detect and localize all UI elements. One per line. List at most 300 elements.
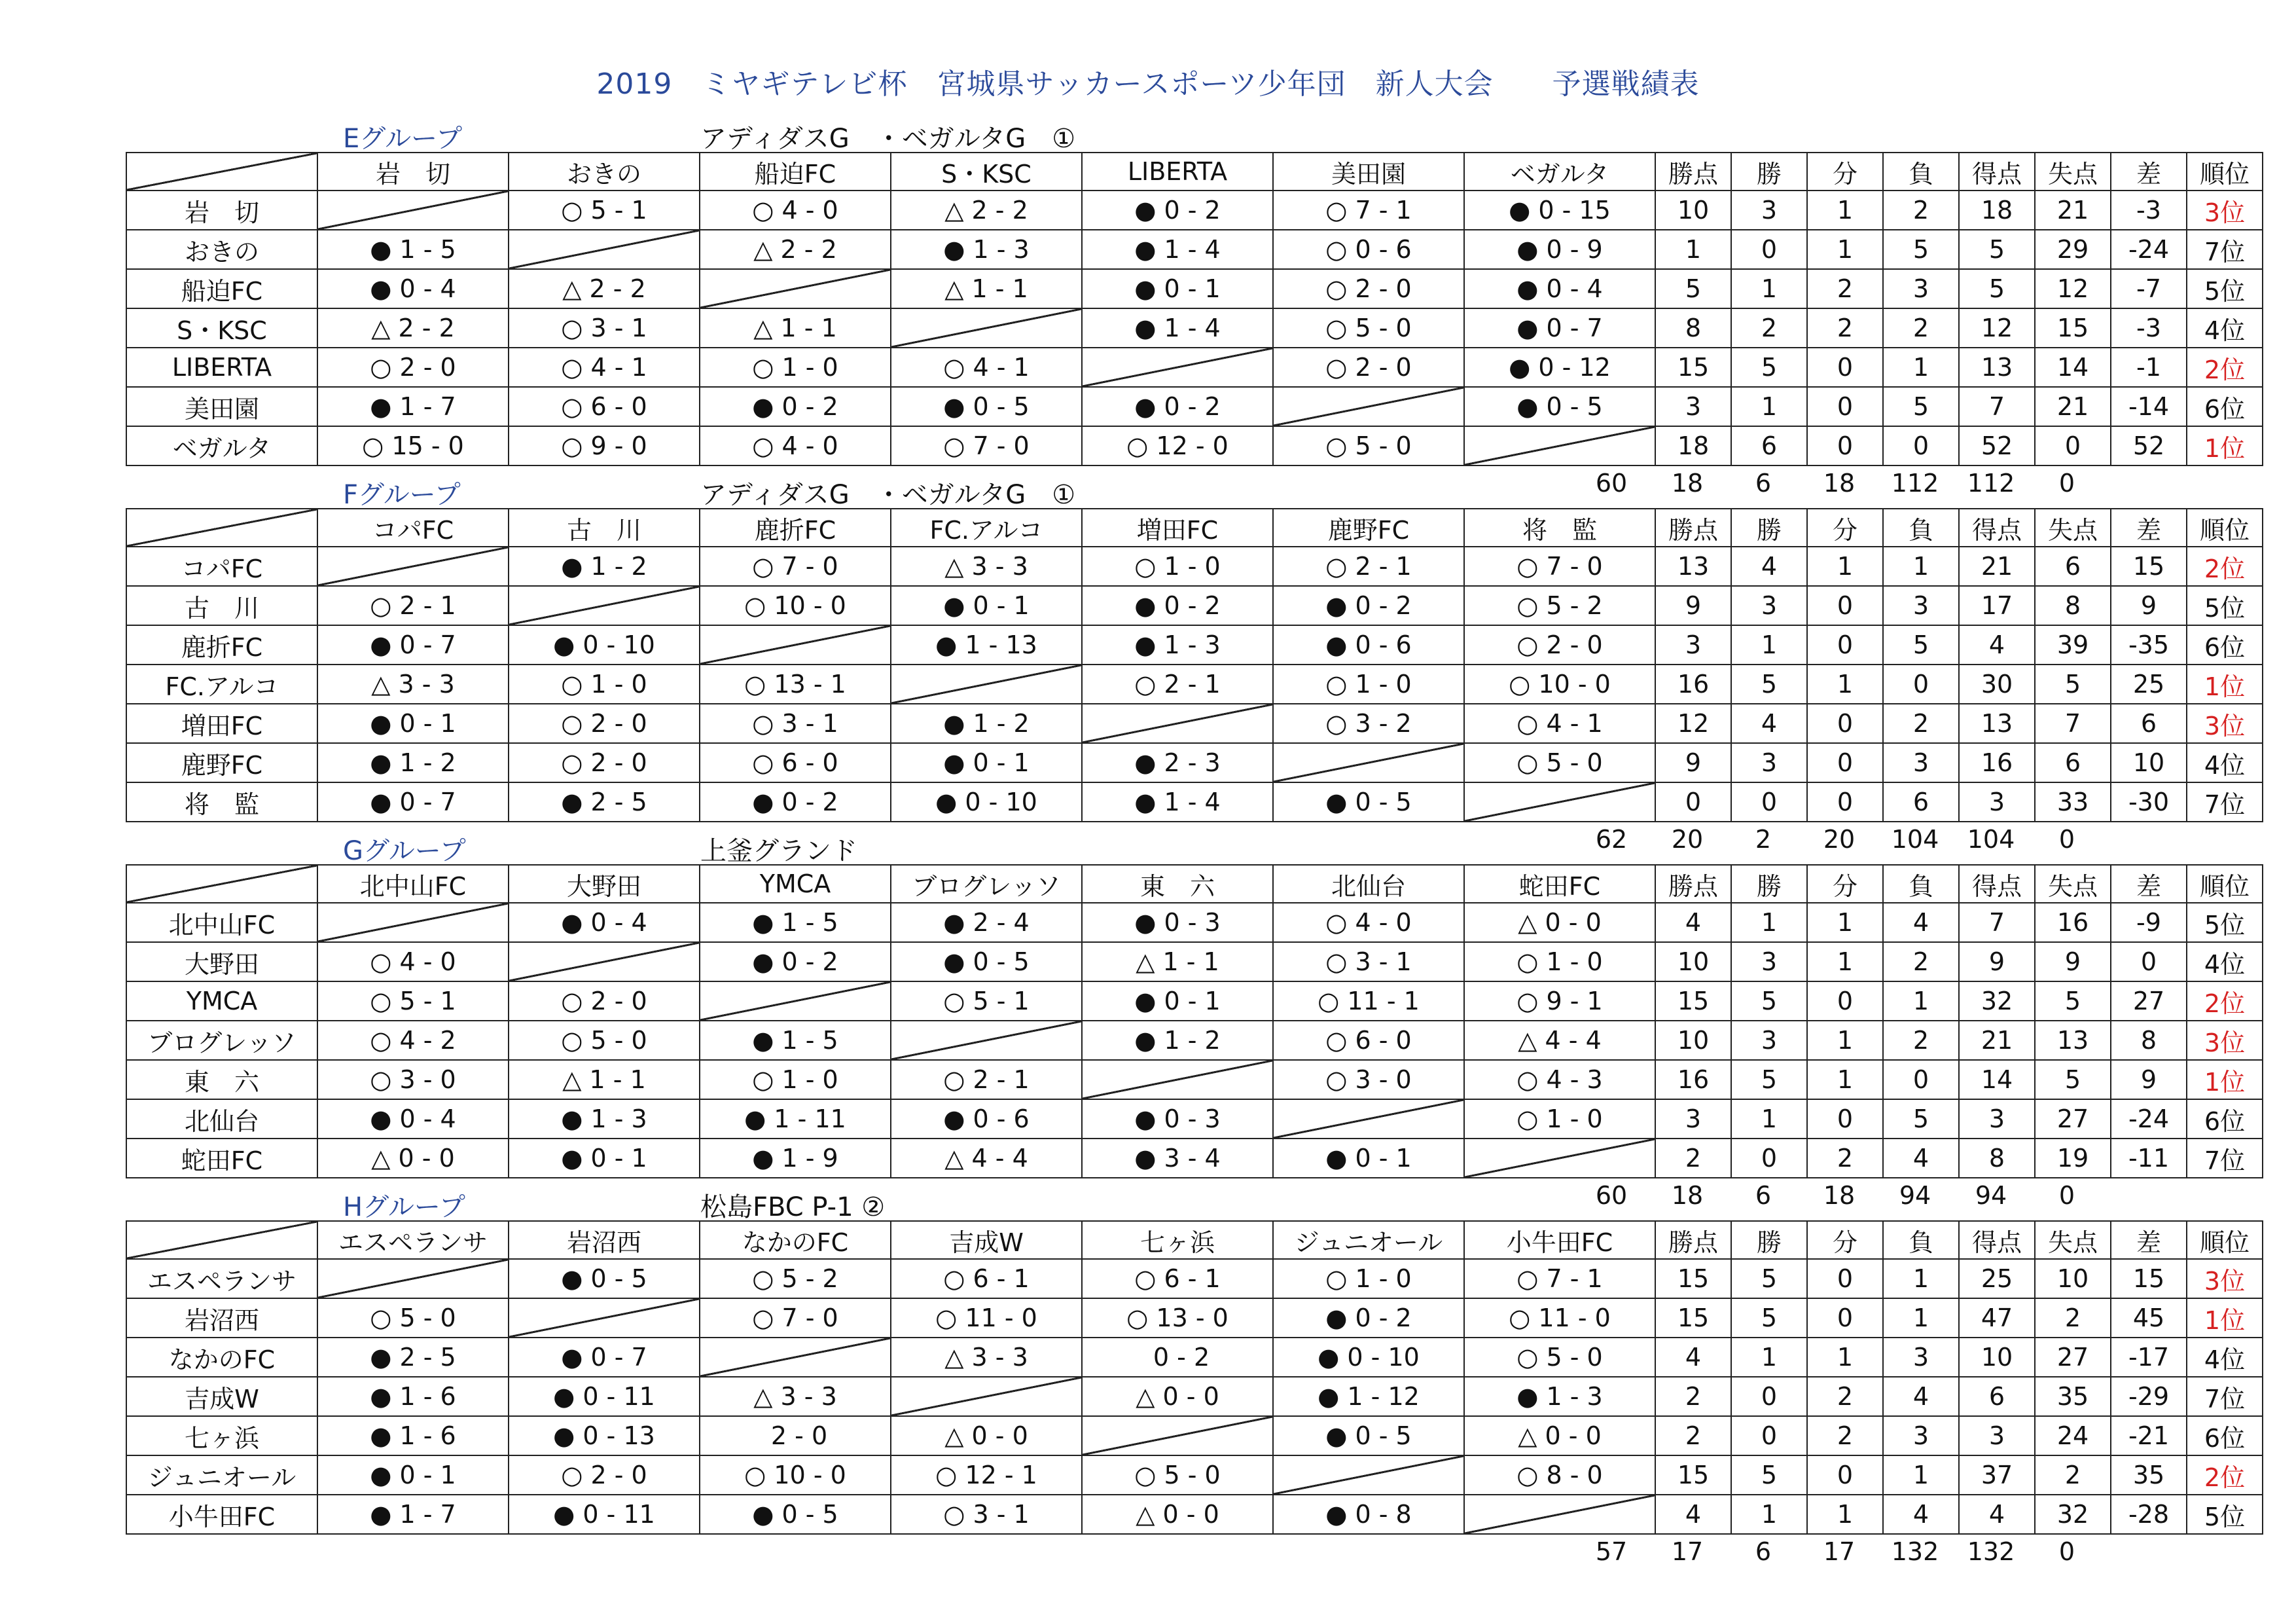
stat-cell: 6 (2035, 743, 2111, 782)
stat-cell: 52 (2111, 426, 2187, 465)
match-result (1273, 704, 1464, 743)
match-score: ● 0 - 7 (1516, 314, 1603, 342)
stat-cell: 1 (1807, 942, 1883, 981)
match-score: ● 2 - 4 (943, 908, 1030, 937)
match-result (1464, 348, 1655, 387)
match-result (1082, 426, 1273, 465)
match-score: ● 0 - 4 (561, 908, 647, 937)
stat-cell: 12 (1655, 704, 1731, 743)
match-result (891, 743, 1082, 782)
stat-cell: 3 (1883, 1338, 1959, 1377)
column-team-name: ジュニオール (1273, 1221, 1464, 1259)
match-result (509, 269, 700, 308)
stat-cell: 1 (1731, 1099, 1807, 1139)
column-team-name: 増田FC (1082, 509, 1273, 547)
match-score: △ 1 - 1 (562, 1065, 646, 1094)
match-result (1464, 704, 1655, 743)
stat-header: 分 (1807, 865, 1883, 903)
stat-cell: 4 (1655, 903, 1731, 942)
match-result (317, 1060, 509, 1099)
stat-cell: 0 (1807, 704, 1883, 743)
match-score: ○ 3 - 1 (561, 314, 647, 342)
match-result (509, 1377, 700, 1416)
match-result (509, 191, 700, 230)
stat-cell: 2 (1807, 1416, 1883, 1455)
stat-header: 勝 (1731, 1221, 1807, 1259)
row-team-name: 吉成W (126, 1377, 317, 1416)
match-result (1464, 1338, 1655, 1377)
match-result (700, 1416, 891, 1455)
corner-cell (126, 153, 317, 191)
match-score: ○ 2 - 0 (561, 1461, 647, 1489)
stat-header: 勝点 (1655, 1221, 1731, 1259)
stat-cell: 0 (1807, 625, 1883, 665)
match-result (700, 1298, 891, 1338)
stat-cell: 0 (1731, 782, 1807, 822)
match-result (317, 1495, 509, 1534)
match-result (1082, 269, 1273, 308)
stat-cell: 7 (2035, 704, 2111, 743)
match-score: ○ 5 - 0 (1516, 748, 1603, 777)
match-result (317, 230, 509, 269)
header-row (126, 1221, 2263, 1259)
match-result (1464, 942, 1655, 981)
match-score: ● 0 - 2 (752, 788, 838, 816)
stat-cell: 4 (1731, 547, 1807, 586)
rank-cell: 2位 (2187, 547, 2263, 586)
stat-cell: 0 (1807, 348, 1883, 387)
column-team-name: おきの (509, 153, 700, 191)
match-score: ○ 1 - 0 (752, 1065, 838, 1094)
column-team-name: 北仙台 (1273, 865, 1464, 903)
self-match-cell (700, 981, 891, 1021)
match-score: ○ 7 - 0 (943, 431, 1030, 460)
match-score: ○ 5 - 0 (1325, 314, 1412, 342)
total-value: 18 (1671, 469, 1704, 498)
match-result (1082, 1099, 1273, 1139)
column-team-name: エスペランサ (317, 1221, 509, 1259)
stat-cell: 2 (1883, 191, 1959, 230)
stat-cell: 4 (1883, 1495, 1959, 1534)
match-result (1273, 625, 1464, 665)
match-result (891, 269, 1082, 308)
stat-cell: 9 (2111, 1060, 2187, 1099)
stat-header: 順位 (2187, 153, 2263, 191)
team-row (126, 1021, 2263, 1060)
self-match-cell (1273, 1455, 1464, 1495)
match-result (891, 704, 1082, 743)
match-result (891, 942, 1082, 981)
group-section (126, 829, 2250, 1213)
match-score: ○ 3 - 0 (370, 1065, 456, 1094)
stat-cell: 27 (2111, 981, 2187, 1021)
self-match-cell (891, 665, 1082, 704)
stat-cell: 3 (1655, 387, 1731, 426)
match-score: ● 0 - 5 (752, 1500, 838, 1529)
stat-header: 順位 (2187, 1221, 2263, 1259)
stat-cell: 0 (1807, 1099, 1883, 1139)
stat-cell: 1 (1807, 1021, 1883, 1060)
match-result (891, 903, 1082, 942)
match-score: ● 0 - 1 (370, 709, 456, 738)
match-result (1464, 308, 1655, 348)
stat-cell: 1 (1731, 625, 1807, 665)
total-value: 20 (1671, 825, 1704, 854)
match-result (700, 1259, 891, 1298)
team-row (126, 1298, 2263, 1338)
rank-cell: 2位 (2187, 1455, 2263, 1495)
match-result (700, 1455, 891, 1495)
stat-cell: 21 (2035, 387, 2111, 426)
stat-cell: 15 (2035, 308, 2111, 348)
match-result (1082, 230, 1273, 269)
match-result (1273, 1338, 1464, 1377)
stat-cell: 3 (1883, 269, 1959, 308)
match-result (509, 782, 700, 822)
stat-cell: 0 (1807, 586, 1883, 625)
total-value: 0 (2058, 469, 2075, 498)
match-score: ○ 4 - 3 (1516, 1065, 1603, 1094)
match-score: ○ 9 - 0 (561, 431, 647, 460)
match-score: ● 0 - 2 (1325, 591, 1412, 620)
self-match-cell (1082, 1060, 1273, 1099)
column-team-name: 岩沼西 (509, 1221, 700, 1259)
group-name: Gグループ (343, 836, 466, 866)
group-section (126, 117, 2250, 500)
match-score: ● 0 - 5 (1325, 788, 1412, 816)
match-score: ○ 4 - 1 (943, 353, 1030, 382)
stat-cell: 0 (1807, 1298, 1883, 1338)
match-result (509, 743, 700, 782)
match-score: ○ 13 - 1 (744, 670, 846, 699)
match-result (700, 1139, 891, 1178)
stat-cell: 4 (1959, 625, 2035, 665)
rank-cell: 7位 (2187, 1139, 2263, 1178)
team-row (126, 387, 2263, 426)
team-row (126, 704, 2263, 743)
group-section (126, 473, 2250, 856)
self-match-cell (1464, 782, 1655, 822)
stat-cell: 27 (2035, 1338, 2111, 1377)
team-row (126, 191, 2263, 230)
stat-cell: 5 (1883, 625, 1959, 665)
group-header (126, 829, 2241, 864)
match-result (700, 387, 891, 426)
row-team-name: 鹿折FC (126, 625, 317, 665)
match-result (509, 387, 700, 426)
stat-cell: 3 (1731, 191, 1807, 230)
self-match-cell (700, 269, 891, 308)
stat-cell: 4 (1731, 704, 1807, 743)
stat-header: 得点 (1959, 509, 2035, 547)
stat-cell: -28 (2111, 1495, 2187, 1534)
match-score: ● 0 - 5 (1516, 392, 1603, 421)
match-score: ● 1 - 5 (752, 1026, 838, 1055)
stat-cell: 4 (1959, 1495, 2035, 1534)
match-result (509, 426, 700, 465)
row-team-name: 古 川 (126, 586, 317, 625)
match-result (1082, 1139, 1273, 1178)
match-score: ● 0 - 1 (1134, 274, 1221, 303)
row-team-name: 蛇田FC (126, 1139, 317, 1178)
header-row (126, 153, 2263, 191)
match-result (317, 387, 509, 426)
match-result (317, 743, 509, 782)
stat-cell: 9 (1655, 586, 1731, 625)
row-team-name: おきの (126, 230, 317, 269)
match-result (700, 191, 891, 230)
stat-cell: 2 (1807, 1139, 1883, 1178)
stat-cell: 3 (1959, 1099, 2035, 1139)
stat-header: 勝 (1731, 509, 1807, 547)
row-team-name: 七ヶ浜 (126, 1416, 317, 1455)
match-result (1273, 1259, 1464, 1298)
match-result (317, 1298, 509, 1338)
stat-cell: 47 (1959, 1298, 2035, 1338)
stat-cell: 0 (1807, 782, 1883, 822)
match-result (509, 308, 700, 348)
match-result (1273, 1298, 1464, 1338)
stat-cell: 16 (2035, 903, 2111, 942)
match-score: ● 0 - 5 (561, 1264, 647, 1293)
match-score: ● 0 - 3 (1134, 908, 1221, 937)
stat-cell: 10 (1655, 942, 1731, 981)
stat-cell: -7 (2111, 269, 2187, 308)
team-row (126, 1377, 2263, 1416)
row-team-name: コパFC (126, 547, 317, 586)
match-result (700, 704, 891, 743)
match-result (317, 981, 509, 1021)
column-team-name: 美田園 (1273, 153, 1464, 191)
stat-cell: 0 (1807, 387, 1883, 426)
match-score: ● 2 - 3 (1134, 748, 1221, 777)
match-result (891, 981, 1082, 1021)
match-result (509, 1060, 700, 1099)
stat-cell: 10 (2111, 743, 2187, 782)
group-venue: アディダスG ・ベガルタG ① (700, 480, 1076, 510)
stat-cell: 45 (2111, 1298, 2187, 1338)
stat-cell: 12 (2035, 269, 2111, 308)
column-team-name: コパFC (317, 509, 509, 547)
match-result (700, 1060, 891, 1099)
match-result (891, 348, 1082, 387)
match-score: ○ 2 - 0 (370, 353, 456, 382)
stat-cell: 18 (1655, 426, 1731, 465)
match-result (1082, 743, 1273, 782)
stat-cell: 0 (1883, 1060, 1959, 1099)
group-section (126, 1185, 2250, 1569)
match-score: ● 1 - 13 (935, 630, 1037, 659)
page-title: 2019 ミヤギテレビ杯 宮城県サッカースポーツ少年団 新人大会 予選戦績表 (596, 67, 1700, 101)
match-score: ● 0 - 3 (1134, 1104, 1221, 1133)
match-score: 0 - 2 (1145, 1343, 1210, 1372)
match-score: ○ 5 - 1 (943, 987, 1030, 1015)
match-result (700, 903, 891, 942)
match-score: ● 1 - 3 (943, 235, 1030, 264)
rank-cell: 1位 (2187, 1298, 2263, 1338)
rank-cell: 1位 (2187, 426, 2263, 465)
stat-header: 勝 (1731, 865, 1807, 903)
stat-cell: 0 (2111, 942, 2187, 981)
stat-cell: 5 (1883, 1099, 1959, 1139)
stat-header: 失点 (2035, 509, 2111, 547)
match-score: ○ 1 - 0 (1134, 552, 1221, 581)
match-score: ● 0 - 1 (370, 1461, 456, 1489)
stat-header: 差 (2111, 153, 2187, 191)
results-table (126, 1220, 2263, 1535)
column-team-name: 蛇田FC (1464, 865, 1655, 903)
stat-cell: 0 (1731, 1416, 1807, 1455)
stat-cell: 0 (1655, 782, 1731, 822)
match-result (1082, 625, 1273, 665)
stat-cell: 13 (1959, 704, 2035, 743)
match-result (1273, 1416, 1464, 1455)
total-value: 6 (1755, 1537, 1772, 1566)
stat-cell: 12 (1959, 308, 2035, 348)
match-score: ● 1 - 2 (943, 709, 1030, 738)
stat-cell: 0 (1807, 981, 1883, 1021)
stat-cell: 3 (1731, 1021, 1807, 1060)
row-team-name: 北中山FC (126, 903, 317, 942)
match-score: ○ 12 - 0 (1126, 431, 1229, 460)
rank-cell: 2位 (2187, 981, 2263, 1021)
match-result (509, 1338, 700, 1377)
stat-cell: 10 (1655, 191, 1731, 230)
row-team-name: 小牛田FC (126, 1495, 317, 1534)
match-result (317, 348, 509, 387)
stat-header: 勝点 (1655, 153, 1731, 191)
group-name: Fグループ (343, 480, 461, 510)
match-score: ○ 7 - 0 (752, 1304, 838, 1332)
match-score: ● 1 - 3 (1134, 630, 1221, 659)
match-result (700, 1377, 891, 1416)
stat-cell: 2 (1883, 704, 1959, 743)
total-value: 112 (1891, 469, 1939, 498)
match-score: ● 0 - 5 (943, 947, 1030, 976)
stat-cell: 5 (1731, 1298, 1807, 1338)
total-value: 17 (1671, 1537, 1704, 1566)
stat-cell: 21 (1959, 1021, 2035, 1060)
stat-cell: 8 (2111, 1021, 2187, 1060)
stat-cell: 2 (1807, 269, 1883, 308)
stat-cell: 32 (2035, 1495, 2111, 1534)
stat-cell: 3 (1883, 743, 1959, 782)
team-row (126, 1495, 2263, 1534)
match-score: ○ 1 - 0 (1516, 1104, 1603, 1133)
match-result (509, 1455, 700, 1495)
match-score: ● 1 - 7 (370, 1500, 456, 1529)
match-score: ○ 8 - 0 (1516, 1461, 1603, 1489)
stat-header: 得点 (1959, 153, 2035, 191)
stat-header: 分 (1807, 153, 1883, 191)
stat-header: 分 (1807, 1221, 1883, 1259)
match-score: ○ 2 - 0 (1325, 274, 1412, 303)
match-score: ● 0 - 12 (1509, 353, 1611, 382)
row-team-name: 美田園 (126, 387, 317, 426)
stat-cell: 52 (1959, 426, 2035, 465)
match-result (1464, 981, 1655, 1021)
total-value: 94 (1975, 1181, 2007, 1210)
stat-cell: 3 (1655, 1099, 1731, 1139)
match-result (891, 1259, 1082, 1298)
match-score: ● 0 - 10 (1318, 1343, 1420, 1372)
match-result (317, 1021, 509, 1060)
stat-cell: 1 (1731, 1495, 1807, 1534)
match-result (1082, 1021, 1273, 1060)
match-result (1273, 782, 1464, 822)
match-score: ○ 2 - 0 (561, 709, 647, 738)
match-result (700, 308, 891, 348)
self-match-cell (509, 942, 700, 981)
stat-cell: 1 (1807, 547, 1883, 586)
total-value: 0 (2058, 1181, 2075, 1210)
match-score: ○ 5 - 1 (561, 196, 647, 225)
rank-cell: 5位 (2187, 903, 2263, 942)
stat-cell: 33 (2035, 782, 2111, 822)
row-team-name: ジュニオール (126, 1455, 317, 1495)
stat-cell: 4 (1655, 1495, 1731, 1534)
stat-header: 負 (1883, 509, 1959, 547)
stat-header: 負 (1883, 153, 1959, 191)
self-match-cell (1082, 348, 1273, 387)
total-value: 6 (1755, 469, 1772, 498)
match-result (891, 191, 1082, 230)
match-score: ● 0 - 2 (1134, 196, 1221, 225)
total-value: 0 (2058, 1537, 2075, 1566)
match-score: ● 1 - 2 (1134, 1026, 1221, 1055)
match-result (317, 1455, 509, 1495)
column-team-name: FC.アルコ (891, 509, 1082, 547)
column-team-name: 将 監 (1464, 509, 1655, 547)
stat-header: 順位 (2187, 509, 2263, 547)
match-score: △ 1 - 1 (944, 274, 1028, 303)
match-result (891, 1298, 1082, 1338)
match-result (700, 743, 891, 782)
stat-cell: 1 (1807, 230, 1883, 269)
match-score: ○ 3 - 1 (1325, 947, 1412, 976)
match-result (509, 981, 700, 1021)
team-row (126, 426, 2263, 465)
stat-cell: 21 (2035, 191, 2111, 230)
stat-header: 負 (1883, 1221, 1959, 1259)
stat-cell: 1 (1807, 1060, 1883, 1099)
match-score: △ 0 - 0 (1136, 1382, 1219, 1411)
match-result (891, 426, 1082, 465)
self-match-cell (509, 1298, 700, 1338)
stat-cell: -24 (2111, 230, 2187, 269)
match-result (509, 547, 700, 586)
stat-cell: -29 (2111, 1377, 2187, 1416)
self-match-cell (891, 1021, 1082, 1060)
match-result (1273, 1377, 1464, 1416)
match-score: ● 0 - 2 (1134, 392, 1221, 421)
group-header (126, 473, 2241, 508)
stat-cell: 10 (1655, 1021, 1731, 1060)
stat-cell: 2 (1883, 308, 1959, 348)
rank-cell: 4位 (2187, 1338, 2263, 1377)
match-score: ○ 6 - 1 (1134, 1264, 1221, 1293)
stat-cell: 1 (1731, 387, 1807, 426)
stat-cell: 25 (2111, 665, 2187, 704)
match-score: ○ 3 - 1 (752, 709, 838, 738)
row-team-name: ブログレッソ (126, 1021, 317, 1060)
match-result (891, 1060, 1082, 1099)
header-row (126, 865, 2263, 903)
stat-cell: 15 (1655, 1259, 1731, 1298)
stat-cell: 5 (1731, 981, 1807, 1021)
stat-header: 勝 (1731, 153, 1807, 191)
stat-cell: 32 (1959, 981, 2035, 1021)
